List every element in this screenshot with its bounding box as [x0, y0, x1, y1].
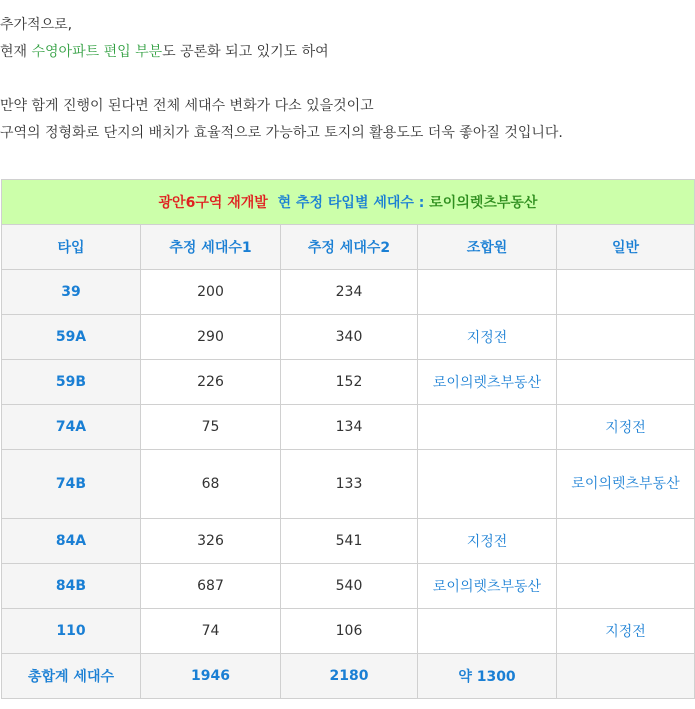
cell-general [557, 564, 695, 609]
cell-type: 110 [2, 609, 141, 654]
header-estimate-1: 추정 세대수1 [141, 225, 281, 270]
cell-estimate-1: 75 [141, 405, 281, 450]
cell-general [557, 315, 695, 360]
cell-type: 59B [2, 360, 141, 405]
cell-estimate-1: 68 [141, 450, 281, 519]
cell-member [418, 609, 557, 654]
header-estimate-2: 추정 세대수2 [281, 225, 418, 270]
total-label: 총합계 세대수 [2, 654, 141, 699]
cell-member [418, 270, 557, 315]
cell-estimate-1: 200 [141, 270, 281, 315]
cell-estimate-2: 133 [281, 450, 418, 519]
header-member: 조합원 [418, 225, 557, 270]
intro-line-4: 구역의 정형화로 단지의 배치가 효율적으로 가능하고 토지의 활용도도 더욱 좋아질 것입니다. [0, 125, 563, 141]
cell-estimate-2: 340 [281, 315, 418, 360]
cell-general [557, 360, 695, 405]
cell-member [418, 450, 557, 519]
table-total-row [2, 654, 695, 699]
table-title-subject: 현 추정 타입별 세대수 : [277, 195, 425, 211]
cell-type: 39 [2, 270, 141, 315]
total-general [557, 654, 695, 699]
cell-estimate-1: 226 [141, 360, 281, 405]
cell-type: 74B [2, 450, 141, 519]
header-general: 일반 [557, 225, 695, 270]
cell-estimate-2: 152 [281, 360, 418, 405]
cell-estimate-2: 234 [281, 270, 418, 315]
table-row [2, 609, 695, 654]
table-row [2, 405, 695, 450]
intro-paragraph-2 [0, 93, 563, 147]
cell-estimate-2: 134 [281, 405, 418, 450]
table-row [2, 360, 695, 405]
intro-paragraph-1 [0, 12, 329, 66]
table-title-district: 광안6구역 재개발 [158, 195, 268, 211]
cell-general [557, 519, 695, 564]
cell-member: 지정전 [418, 315, 557, 360]
cell-type: 74A [2, 405, 141, 450]
intro-line-3: 만약 함게 진행이 된다면 전체 세대수 변화가 다소 있을것이고 [0, 98, 374, 114]
header-type: 타입 [2, 225, 141, 270]
intro-line-2-post: 도 공론화 되고 있기도 하여 [162, 44, 329, 60]
cell-type: 84B [2, 564, 141, 609]
cell-member: 로이의렛츠부동산 [418, 360, 557, 405]
total-member: 약 1300 [418, 654, 557, 699]
cell-member: 로이의렛츠부동산 [418, 564, 557, 609]
cell-type: 59A [2, 315, 141, 360]
cell-type: 84A [2, 519, 141, 564]
intro-line-2-pre: 현재 [0, 44, 32, 60]
cell-estimate-1: 326 [141, 519, 281, 564]
cell-estimate-1: 687 [141, 564, 281, 609]
cell-estimate-2: 106 [281, 609, 418, 654]
suyeong-apartment-highlight: 수영아파트 편입 부분 [31, 44, 163, 60]
cell-estimate-1: 290 [141, 315, 281, 360]
cell-general: 지정전 [557, 405, 695, 450]
cell-general [557, 270, 695, 315]
table-row [2, 270, 695, 315]
table-title-source: 로이의렛츠부동산 [429, 195, 538, 211]
household-type-table [1, 179, 695, 699]
cell-estimate-2: 541 [281, 519, 418, 564]
total-estimate-2: 2180 [281, 654, 418, 699]
cell-member: 지정전 [418, 519, 557, 564]
table-row [2, 519, 695, 564]
table-row [2, 315, 695, 360]
cell-general: 지정전 [557, 609, 695, 654]
table-row [2, 450, 695, 519]
table-row [2, 564, 695, 609]
cell-estimate-2: 540 [281, 564, 418, 609]
table-header-row [2, 225, 695, 270]
cell-general: 로이의렛츠부동산 [557, 450, 695, 519]
table-title [2, 180, 695, 225]
cell-estimate-1: 74 [141, 609, 281, 654]
intro-line-2 [0, 39, 329, 66]
intro-line-1: 추가적으로, [0, 17, 73, 33]
total-estimate-1: 1946 [141, 654, 281, 699]
cell-member [418, 405, 557, 450]
